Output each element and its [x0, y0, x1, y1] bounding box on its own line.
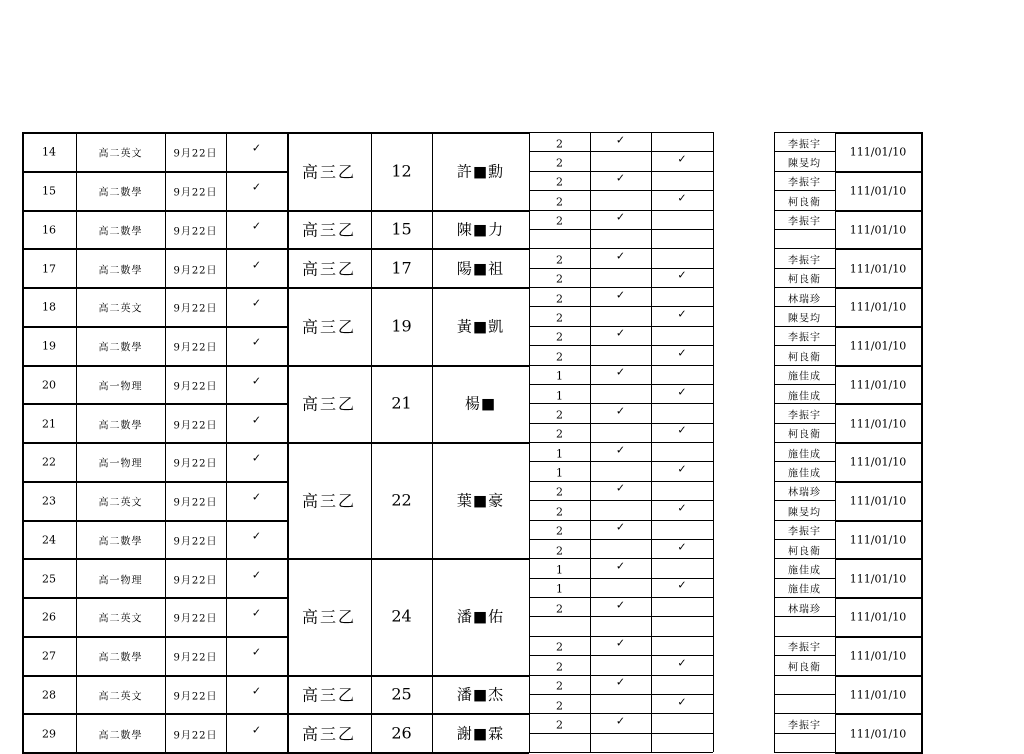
credit-cell: 2 [556, 427, 563, 441]
credit-cell: 2 [556, 253, 563, 267]
credit-cell: 2 [556, 175, 563, 189]
class-cell: 高三乙 [301, 685, 356, 705]
completion-date: 111/01/10 [849, 649, 907, 663]
completion-date: 111/01/10 [849, 300, 907, 314]
check-mark: ✓ [251, 374, 262, 388]
subject-cell: 高二英文 [98, 613, 143, 625]
row-number: 15 [42, 184, 56, 198]
student-name: 楊■ [464, 394, 497, 413]
teacher-name: 林瑞珍 [788, 604, 821, 616]
fail-mark: ✓ [677, 578, 687, 592]
row-rule [774, 171, 835, 172]
subject-cell: 高二數學 [98, 536, 143, 548]
row-rule [835, 675, 923, 677]
row-number: 26 [42, 610, 56, 624]
date-cell: 9月22日 [173, 458, 218, 470]
credit-cell: 2 [556, 602, 563, 616]
credit-cell: 2 [556, 485, 563, 499]
credit-cell: 2 [556, 640, 563, 654]
class-cell: 高三乙 [301, 259, 356, 279]
row-rule [774, 636, 835, 637]
credit-cell: 2 [556, 272, 563, 286]
row-rule [774, 442, 835, 443]
row-rule [287, 210, 529, 212]
teacher-name: 李振宇 [788, 410, 821, 422]
check-mark: ✓ [251, 141, 262, 155]
credit-cell: 1 [556, 389, 563, 403]
check-mark: ✓ [251, 529, 262, 543]
credit-cell: 2 [556, 660, 563, 674]
teacher-name: 李振宇 [788, 720, 821, 732]
credit-cell: 2 [556, 699, 563, 713]
subject-cell: 高二數學 [98, 342, 143, 354]
row-rule [774, 558, 835, 559]
teacher-name: 陳旻均 [788, 313, 821, 325]
seat-number: 17 [391, 258, 412, 278]
row-rule [22, 210, 287, 212]
subject-cell: 高二英文 [98, 303, 143, 315]
row-rule [835, 442, 923, 444]
row-number: 17 [42, 262, 56, 276]
sheet-viewport [0, 66, 1024, 744]
pass-mark: ✓ [615, 443, 626, 457]
credit-cell: 2 [556, 137, 563, 151]
row-number: 21 [42, 417, 56, 431]
date-cell: 9月22日 [173, 420, 218, 432]
date-cell: 9月22日 [173, 652, 218, 664]
row-rule [287, 248, 529, 250]
student-name: 許■勳 [456, 162, 505, 181]
fail-mark: ✓ [677, 152, 687, 166]
teacher-name: 柯良衛 [788, 352, 821, 364]
check-mark: ✓ [251, 219, 262, 233]
fail-mark: ✓ [677, 501, 687, 515]
fail-mark: ✓ [677, 695, 687, 709]
pass-mark: ✓ [615, 636, 626, 650]
row-rule [22, 403, 287, 405]
row-rule [774, 713, 835, 714]
row-rule [835, 287, 923, 289]
fail-mark: ✓ [677, 462, 687, 476]
row-number: 14 [42, 145, 56, 159]
subject-cell: 高二英文 [98, 497, 143, 509]
row-number: 22 [42, 455, 56, 469]
completion-date: 111/01/10 [849, 145, 907, 159]
row-rule [835, 558, 923, 560]
check-mark: ✓ [251, 684, 262, 698]
fail-mark: ✓ [677, 656, 687, 670]
row-rule [774, 597, 835, 598]
date-cell: 9月22日 [173, 497, 218, 509]
check-mark: ✓ [251, 335, 262, 349]
subject-cell: 高二數學 [98, 226, 143, 238]
row-rule [835, 210, 923, 212]
row-rule [22, 326, 287, 328]
credit-cell: 1 [556, 369, 563, 383]
class-cell: 高三乙 [301, 491, 356, 511]
subject-cell: 高二英文 [98, 691, 143, 703]
row-rule [287, 442, 529, 444]
subject-cell: 高一物理 [98, 458, 143, 470]
credit-cell: 2 [556, 544, 563, 558]
row-rule [22, 287, 287, 289]
student-name: 陳■力 [456, 220, 505, 239]
pass-mark: ✓ [615, 171, 626, 185]
credit-cell: 2 [556, 292, 563, 306]
teacher-name: 李振宇 [788, 255, 821, 267]
row-rule [774, 481, 835, 482]
row-rule [835, 713, 923, 715]
row-rule [287, 365, 529, 367]
teacher-name: 施佳成 [788, 584, 821, 596]
row-rule [287, 713, 529, 715]
pass-mark: ✓ [615, 326, 626, 340]
row-rule [529, 752, 713, 753]
row-rule [287, 675, 529, 677]
student-name: 潘■佑 [456, 607, 505, 626]
row-rule [835, 132, 923, 134]
row-rule [22, 481, 287, 483]
teacher-name: 柯良衛 [788, 197, 821, 209]
row-rule [287, 132, 529, 134]
credit-cell: 2 [556, 408, 563, 422]
student-name: 陽■祖 [456, 259, 505, 278]
row-number: 25 [42, 572, 56, 586]
row-rule [22, 597, 287, 599]
row-rule [774, 675, 835, 676]
subject-cell: 高一物理 [98, 575, 143, 587]
row-rule [835, 597, 923, 599]
student-name: 葉■豪 [456, 491, 505, 510]
pass-mark: ✓ [615, 288, 626, 302]
completion-date: 111/01/10 [849, 533, 907, 547]
teacher-name: 陳旻均 [788, 158, 821, 170]
teacher-name: 柯良衛 [788, 662, 821, 674]
completion-date: 111/01/10 [849, 455, 907, 469]
credit-cell: 1 [556, 447, 563, 461]
teacher-name: 林瑞珍 [788, 487, 821, 499]
row-number: 19 [42, 339, 56, 353]
row-rule [22, 713, 287, 715]
row-rule [22, 636, 287, 638]
seat-number: 19 [391, 316, 412, 336]
date-cell: 9月22日 [173, 226, 218, 238]
teacher-name: 李振宇 [788, 526, 821, 538]
row-rule [835, 481, 923, 483]
row-number: 28 [42, 688, 56, 702]
date-cell: 9月22日 [173, 381, 218, 393]
teacher-name: 施佳成 [788, 449, 821, 461]
date-cell: 9月22日 [173, 575, 218, 587]
subject-cell: 高二數學 [98, 730, 143, 742]
row-rule [774, 248, 835, 249]
student-name: 黃■凱 [456, 317, 505, 336]
class-cell: 高三乙 [301, 317, 356, 337]
completion-date: 111/01/10 [849, 262, 907, 276]
credit-cell: 2 [556, 214, 563, 228]
pass-mark: ✓ [615, 365, 626, 379]
check-mark: ✓ [251, 606, 262, 620]
row-rule [529, 616, 713, 617]
check-mark: ✓ [251, 645, 262, 659]
teacher-name: 施佳成 [788, 468, 821, 480]
row-rule [22, 520, 287, 522]
date-cell: 9月22日 [173, 342, 218, 354]
subject-cell: 高二英文 [98, 148, 143, 160]
row-rule [774, 520, 835, 521]
date-cell: 9月22日 [173, 303, 218, 315]
completion-date: 111/01/10 [849, 610, 907, 624]
date-cell: 9月22日 [173, 613, 218, 625]
teacher-name: 施佳成 [788, 565, 821, 577]
row-rule [774, 132, 835, 133]
row-rule [835, 636, 923, 638]
seat-number: 24 [391, 606, 412, 626]
teacher-name: 李振宇 [788, 332, 821, 344]
date-cell: 9月22日 [173, 148, 218, 160]
completion-date: 111/01/10 [849, 417, 907, 431]
teacher-name: 柯良衛 [788, 429, 821, 441]
student-name: 潘■杰 [456, 685, 505, 704]
completion-date: 111/01/10 [849, 688, 907, 702]
row-rule [22, 248, 287, 250]
credit-cell: 2 [556, 350, 563, 364]
pass-mark: ✓ [615, 598, 626, 612]
subject-cell: 高二數學 [98, 652, 143, 664]
row-number: 29 [42, 727, 56, 741]
fail-mark: ✓ [677, 423, 687, 437]
subject-cell: 高二數學 [98, 420, 143, 432]
student-name: 謝■霖 [456, 724, 505, 743]
row-rule [22, 132, 287, 134]
row-number: 20 [42, 378, 56, 392]
pass-mark: ✓ [615, 520, 626, 534]
class-cell: 高三乙 [301, 220, 356, 240]
row-rule [287, 287, 529, 289]
subject-cell: 高一物理 [98, 381, 143, 393]
teacher-name: 施佳成 [788, 371, 821, 383]
row-number: 27 [42, 649, 56, 663]
fail-mark: ✓ [677, 307, 687, 321]
check-mark: ✓ [251, 723, 262, 737]
row-rule [835, 520, 923, 522]
completion-date: 111/01/10 [849, 727, 907, 741]
check-mark: ✓ [251, 296, 262, 310]
pass-mark: ✓ [615, 210, 626, 224]
credit-cell: 2 [556, 311, 563, 325]
check-mark: ✓ [251, 413, 262, 427]
row-rule [835, 171, 923, 173]
row-rule [774, 210, 835, 211]
credit-cell: 1 [556, 466, 563, 480]
date-cell: 9月22日 [173, 730, 218, 742]
credit-cell: 2 [556, 505, 563, 519]
pass-mark: ✓ [615, 133, 626, 147]
class-cell: 高三乙 [301, 394, 356, 414]
fail-mark: ✓ [677, 540, 687, 554]
fail-mark: ✓ [677, 268, 687, 282]
date-cell: 9月22日 [173, 265, 218, 277]
teacher-name: 林瑞珍 [788, 294, 821, 306]
pass-mark: ✓ [615, 675, 626, 689]
row-rule [774, 365, 835, 366]
seat-number: 15 [391, 219, 412, 239]
row-rule [774, 326, 835, 327]
row-rule [835, 365, 923, 367]
check-mark: ✓ [251, 258, 262, 272]
credit-cell: 2 [556, 679, 563, 693]
completion-date: 111/01/10 [849, 184, 907, 198]
pass-mark: ✓ [615, 249, 626, 263]
teacher-name: 李振宇 [788, 177, 821, 189]
credit-cell: 2 [556, 156, 563, 170]
seat-number: 12 [391, 161, 412, 181]
row-number: 16 [42, 223, 56, 237]
row-rule [529, 733, 713, 734]
seat-number: 22 [391, 490, 412, 510]
credit-cell: 2 [556, 718, 563, 732]
row-rule [835, 403, 923, 405]
teacher-name: 李振宇 [788, 642, 821, 654]
check-mark: ✓ [251, 568, 262, 582]
fail-mark: ✓ [677, 191, 687, 205]
check-mark: ✓ [251, 180, 262, 194]
teacher-name: 李振宇 [788, 139, 821, 151]
credit-cell: 2 [556, 330, 563, 344]
row-rule [22, 442, 287, 444]
pass-mark: ✓ [615, 404, 626, 418]
completion-date: 111/01/10 [849, 494, 907, 508]
completion-date: 111/01/10 [849, 223, 907, 237]
check-mark: ✓ [251, 451, 262, 465]
class-cell: 高三乙 [301, 724, 356, 744]
row-rule [835, 248, 923, 250]
row-rule [774, 287, 835, 288]
row-rule [835, 326, 923, 328]
teacher-name: 柯良衛 [788, 274, 821, 286]
subject-cell: 高二數學 [98, 187, 143, 199]
row-rule [287, 558, 529, 560]
fail-mark: ✓ [677, 385, 687, 399]
pass-mark: ✓ [615, 559, 626, 573]
teacher-name: 陳旻均 [788, 507, 821, 519]
teacher-name: 柯良衛 [788, 546, 821, 558]
row-rule [22, 558, 287, 560]
row-rule [774, 403, 835, 404]
completion-date: 111/01/10 [849, 339, 907, 353]
teacher-name: 李振宇 [788, 216, 821, 228]
date-cell: 9月22日 [173, 187, 218, 199]
completion-date: 111/01/10 [849, 572, 907, 586]
class-cell: 高三乙 [301, 607, 356, 627]
row-number: 23 [42, 494, 56, 508]
seat-number: 26 [391, 723, 412, 743]
date-cell: 9月22日 [173, 536, 218, 548]
class-cell: 高三乙 [301, 162, 356, 182]
pass-mark: ✓ [615, 481, 626, 495]
check-mark: ✓ [251, 490, 262, 504]
date-cell: 9月22日 [173, 691, 218, 703]
row-number: 18 [42, 300, 56, 314]
subject-cell: 高二數學 [98, 265, 143, 277]
credit-cell: 1 [556, 563, 563, 577]
credit-cell: 1 [556, 582, 563, 596]
credit-cell: 2 [556, 195, 563, 209]
pass-mark: ✓ [615, 714, 626, 728]
row-rule [529, 229, 713, 230]
row-number: 24 [42, 533, 56, 547]
seat-number: 25 [391, 684, 412, 704]
credit-cell: 2 [556, 524, 563, 538]
row-rule [774, 752, 835, 753]
row-rule [22, 365, 287, 367]
completion-date: 111/01/10 [849, 378, 907, 392]
row-rule [22, 675, 287, 677]
seat-number: 21 [391, 393, 412, 413]
row-rule [22, 171, 287, 173]
fail-mark: ✓ [677, 346, 687, 360]
teacher-name: 施佳成 [788, 391, 821, 403]
